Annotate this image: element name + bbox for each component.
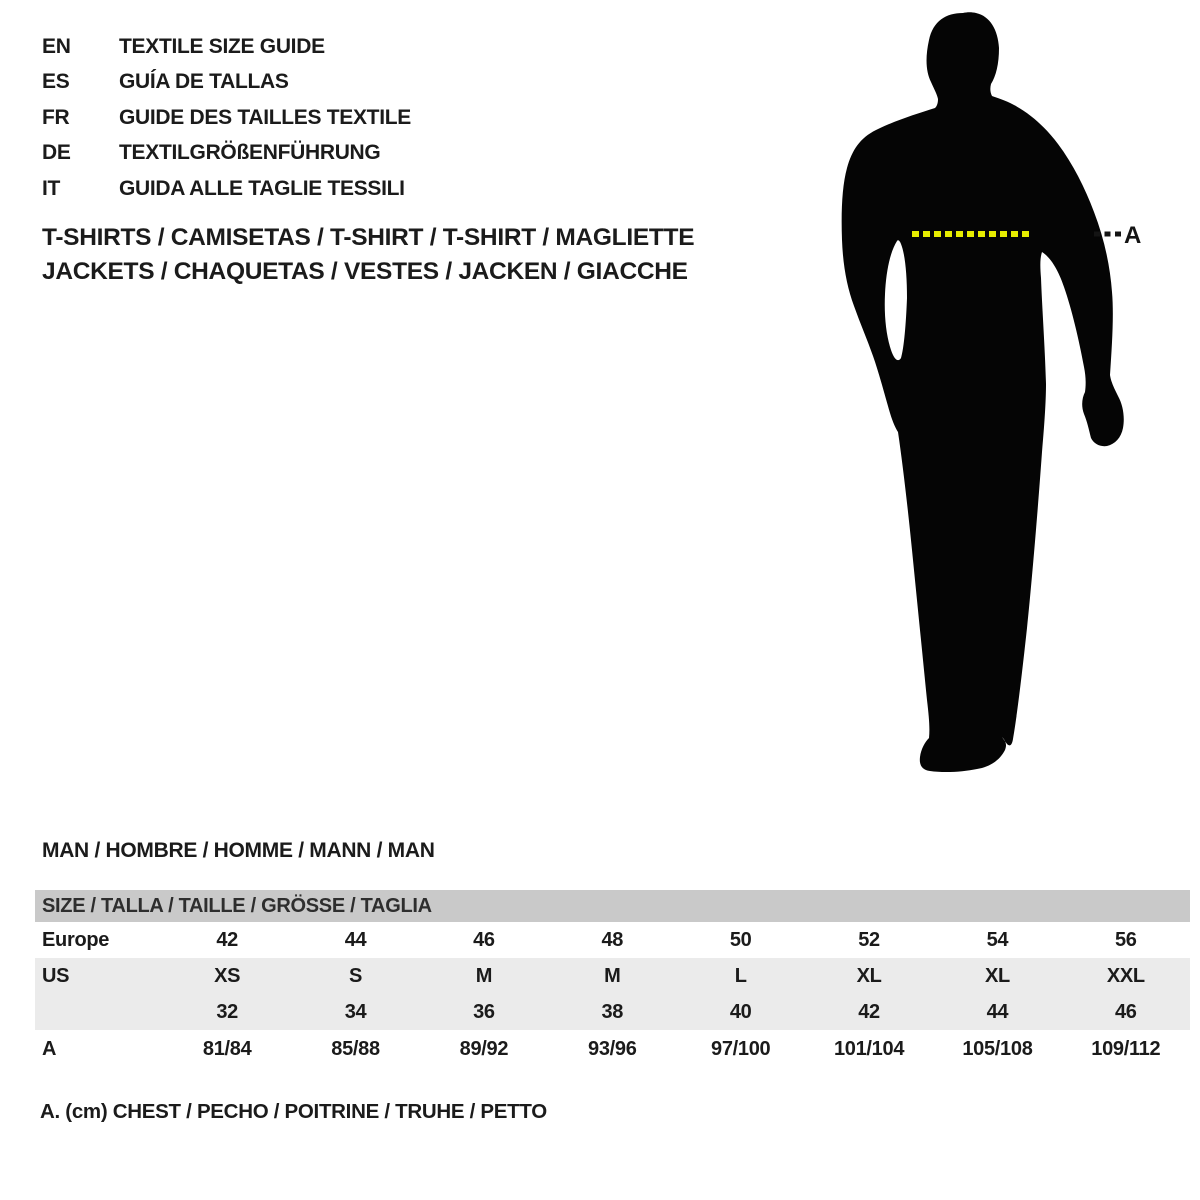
- man-silhouette: [842, 12, 1124, 772]
- size-value: 105/108: [962, 1037, 1033, 1060]
- size-value: M: [475, 964, 493, 987]
- row-label: Europe: [42, 928, 110, 951]
- size-value: 46: [473, 928, 495, 951]
- size-value: 101/104: [833, 1037, 905, 1060]
- language-row: [42, 136, 411, 172]
- language-code: DE: [42, 141, 71, 165]
- size-value: 52: [858, 928, 880, 951]
- size-table: [35, 890, 1190, 1068]
- language-row: [42, 100, 411, 136]
- measurement-label-a: A: [1124, 222, 1142, 249]
- guide-title: TEXTILGRÖßENFÜHRUNG: [119, 141, 381, 165]
- row-label: US: [42, 964, 70, 987]
- size-value: 97/100: [711, 1037, 771, 1060]
- size-value: 40: [729, 1000, 752, 1023]
- man-silhouette-figure: [810, 0, 1155, 800]
- size-value: 93/96: [588, 1037, 637, 1060]
- language-row: [42, 29, 411, 65]
- table-row-chest-a: [35, 1030, 1190, 1068]
- size-value: 44: [986, 1000, 1009, 1023]
- size-value: 46: [1114, 1000, 1137, 1023]
- garment-categories: [42, 221, 694, 289]
- table-row-numeric: [35, 994, 1190, 1030]
- size-value: M: [604, 964, 621, 987]
- table-row-us: [35, 958, 1190, 994]
- measurement-footnote: A. (cm) CHEST / PECHO / POITRINE / TRUHE / PETTO: [40, 1100, 547, 1123]
- size-value: 54: [986, 928, 1009, 951]
- size-value: 85/88: [331, 1037, 380, 1060]
- size-value: 42: [216, 928, 239, 951]
- size-value: 56: [1114, 928, 1137, 951]
- size-value: L: [734, 964, 747, 987]
- size-value: 109/112: [1091, 1037, 1161, 1060]
- size-value: 42: [858, 1000, 880, 1023]
- size-value: 34: [344, 1000, 367, 1023]
- category-line-tshirts: T-SHIRTS / CAMISETAS / T-SHIRT / T-SHIRT / MAGLIETTE: [42, 224, 695, 251]
- size-value: S: [349, 964, 363, 987]
- size-value: 89/92: [459, 1037, 509, 1060]
- guide-title: GUÍA DE TALLAS: [119, 70, 289, 94]
- size-value: 48: [601, 928, 624, 951]
- language-code: IT: [42, 176, 61, 200]
- size-value: XL: [856, 964, 882, 987]
- language-code: ES: [42, 70, 70, 94]
- size-table-header: SIZE / TALLA / TAILLE / GRÖSSE / TAGLIA: [35, 890, 1190, 922]
- language-row: [42, 171, 411, 207]
- language-code: EN: [42, 34, 71, 58]
- size-value: 32: [216, 1000, 239, 1023]
- size-value: 50: [729, 928, 752, 951]
- size-value: 36: [473, 1000, 495, 1023]
- guide-title: GUIDA ALLE TAGLIE TESSILI: [119, 176, 405, 200]
- guide-title: GUIDE DES TAILLES TEXTILE: [119, 105, 411, 129]
- size-value: XS: [214, 964, 241, 987]
- size-value: XL: [984, 964, 1010, 987]
- section-heading-man: MAN / HOMBRE / HOMME / MANN / MAN: [42, 839, 435, 862]
- guide-title: TEXTILE SIZE GUIDE: [119, 34, 325, 58]
- language-guide: [42, 29, 411, 207]
- size-value: 44: [344, 928, 367, 951]
- size-value: XXL: [1106, 964, 1145, 987]
- table-row-europe: [35, 922, 1190, 958]
- row-label: A: [42, 1037, 57, 1060]
- figure-svg: [810, 0, 1155, 800]
- language-row: [42, 65, 411, 101]
- size-value: 81/84: [202, 1037, 252, 1060]
- category-line-jackets: JACKETS / CHAQUETAS / VESTES / JACKEN / GIACCHE: [42, 258, 688, 285]
- language-code: FR: [42, 105, 70, 129]
- size-value: 38: [601, 1000, 624, 1023]
